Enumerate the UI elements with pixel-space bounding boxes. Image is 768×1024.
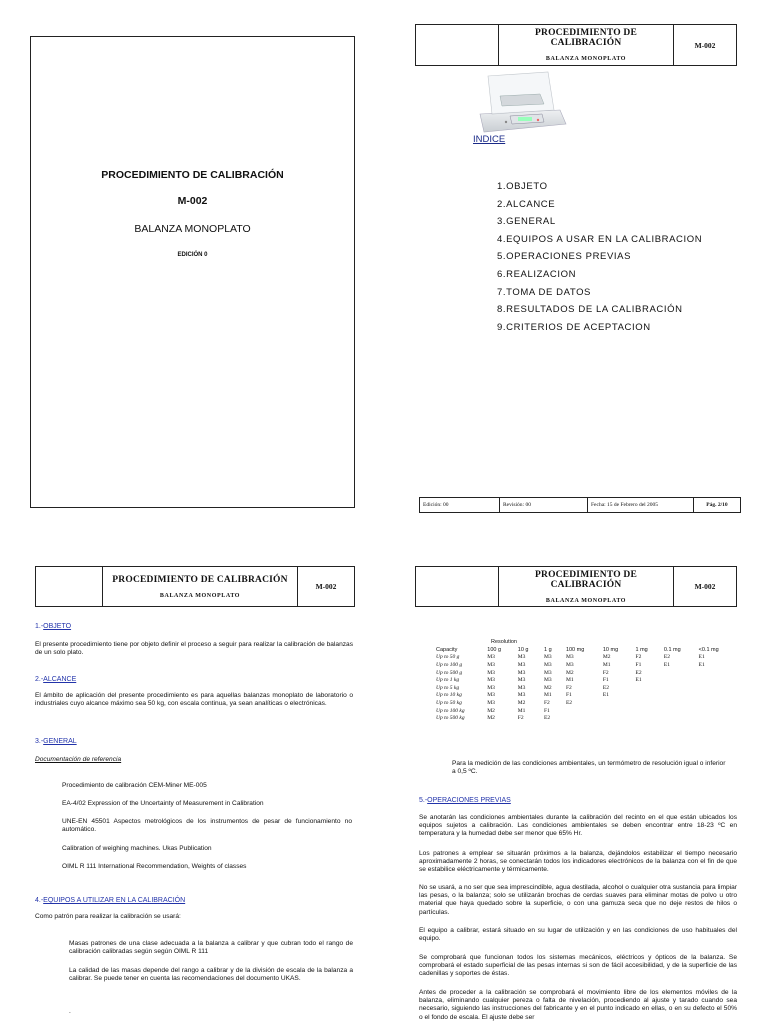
table-row	[432, 654, 734, 662]
index-item: 4.EQUIPOS A USAR EN LA CALIBRACION	[497, 234, 703, 245]
operaciones-paragraph: Se anotarán las condiciones ambientales durante la calibración del recinto en el que están ubicados los equipos sujetos a calibración. Las condiciones ambientales se deben encontrar entre 18-23 ºC en temperatura y la humedad debe ser menor que 65% Hr.	[419, 814, 737, 838]
table-cell: Up to 10 kg	[436, 692, 462, 699]
table-cell: Up to 100 kg	[436, 707, 465, 714]
table-header-cell: 1 mg	[635, 646, 648, 653]
index-item: 7.TOMA DE DATOS	[497, 287, 591, 298]
section-title: OPERACIONES PREVIAS	[427, 797, 511, 804]
table-cell: E1	[635, 677, 642, 684]
objeto-text: El presente procedimiento tiene por objeto definir el proceso a seguir para realizar la calibración de balanzas de un solo plato.	[35, 641, 353, 657]
table-cell: M3	[487, 654, 495, 661]
table-cell: M1	[517, 707, 526, 714]
table-cell: M2	[602, 654, 611, 661]
table-cell: Up to 500 kg	[436, 715, 465, 722]
table-cell: M3	[544, 661, 552, 668]
table-cell: Up to 500 g	[436, 669, 463, 676]
table-cell: M1	[565, 677, 574, 684]
table-cell	[695, 676, 734, 684]
table-cell	[660, 707, 695, 715]
operaciones-paragraph: No se usará, a no ser que sea imprescindible, agua destilada, alcohol o cualquier otra sustancia para limpiar las pesas, o la balanza; solo se utilizarán brochas de cerdas suaves para eliminar motas de polvo u otro material que haya quedado sobre la superficie, o con una gamuza seca que no deje restos de hilos o partículas.	[419, 884, 737, 916]
table-cell: Up to 5 kg	[436, 684, 460, 691]
table-header-cell: 1 g	[544, 646, 552, 653]
table-row	[432, 699, 734, 707]
table-cell: M3	[487, 661, 495, 668]
footer-fecha: Fecha: 15 de Febrero del 2005	[588, 498, 694, 513]
table-cell: E1	[698, 661, 705, 668]
table-cell: F2	[517, 715, 524, 722]
table-row	[432, 707, 734, 715]
table-cell	[660, 692, 695, 700]
index-item: 5.OPERACIONES PREVIAS	[497, 251, 632, 262]
table-cell: M3	[517, 692, 526, 699]
table-cell: F2	[602, 669, 609, 676]
table-cell: F2	[544, 699, 550, 706]
table-cell: M1	[544, 692, 552, 699]
table-cell: M1	[602, 661, 611, 668]
table-cell: F1	[602, 677, 609, 684]
table-cell: M3	[544, 677, 552, 684]
section-title: ALCANCE	[43, 676, 77, 683]
index-label: INDICE	[473, 134, 506, 145]
table-row	[432, 714, 734, 722]
equipos-paragraph: La calidad de las masas depende del rango a calibrar y de la división de escala de la balanza a calibrar. Se puede tener en cuenta las recomendaciones del documento UKAS.	[69, 967, 353, 983]
table-cell: F2	[565, 684, 572, 691]
table-cell: M3	[517, 677, 526, 684]
section-heading-general: 3.-GENERAL	[35, 738, 77, 745]
table-cell: M2	[544, 684, 552, 691]
header-code: M-002	[674, 567, 737, 607]
table-cell	[599, 707, 632, 715]
header-title: PROCEDIMIENTO DE CALIBRACIÓN	[535, 28, 637, 48]
table-row	[432, 676, 734, 684]
section-title: EQUIPOS A UTILIZAR EN LA CALIBRACIÓN	[43, 897, 186, 904]
equipos-paragraph: Masas patrones de una clase adecuada a la balanza a calibrar y que cubran todo el rango de calibración calibradas según según OIML R 111	[69, 940, 353, 956]
section-title: OBJETO	[43, 623, 72, 630]
table-header-cell: 100 g	[487, 646, 502, 653]
table-cell	[632, 684, 660, 692]
table-cell	[695, 669, 734, 677]
cover-title: PROCEDIMIENTO DE CALIBRACIÓN	[101, 169, 284, 181]
table-cell	[562, 707, 599, 715]
table-cell	[695, 714, 734, 722]
table-cell: M2	[565, 669, 574, 676]
header-code: M-002	[674, 25, 737, 66]
section-heading-operaciones: 5.-OPERACIONES PREVIAS	[419, 797, 511, 804]
page4-header	[415, 566, 737, 607]
doc-ref-heading: Documentación de referencia	[35, 756, 122, 763]
table-cell: M3	[517, 661, 526, 668]
table-row	[432, 684, 734, 692]
table-cell: E2	[602, 684, 609, 691]
table-cell: M3	[544, 669, 552, 676]
header-subtitle: BALANZA MONOPLATO	[545, 56, 627, 62]
section-title: GENERAL	[43, 738, 77, 745]
table-cell	[632, 699, 660, 707]
operaciones-paragraph: Los patrones a emplear se situarán próximos a la balanza, dejándolos estabilizar el tiempo necesario aproximadamente 2 horas, se conectarán todos los indicadores electrónicos de la balanza con el fin de que se estabilice eléctricamente y térmicamente.	[419, 850, 737, 874]
table-row	[432, 692, 734, 700]
index-item: 6.REALIZACION	[497, 269, 577, 280]
header-title: PROCEDIMIENTO DE CALIBRACIÓN	[112, 574, 288, 585]
table-cell	[695, 684, 734, 692]
table-cell	[660, 714, 695, 722]
footer-edicion: Edición: 00	[420, 498, 500, 513]
table-cell: M2	[487, 715, 495, 722]
section-heading-objeto: 1.-OBJETO	[35, 623, 72, 630]
table-cell: M3	[487, 684, 495, 691]
operaciones-paragraph: Antes de proceder a la calibración se comprobará el movimiento libre de los elementos móviles de la balanza, eliminando cualquier pereza o falta de nivelación, procediendo al ajuste y tarado cuando sea necesario, siguiendo las instrucciones del fabricante y en el punto indicado en ellas, o en su defecto el 50% o el fondo de escala. El ajuste debe ser	[419, 989, 737, 1021]
table-cell	[695, 699, 734, 707]
thermometer-text: Para la medición de las condiciones ambientales, un termómetro de resolución igual o inferior a 0,5 ºC.	[452, 760, 726, 776]
table-cell: E1	[698, 654, 705, 661]
table-cell	[632, 692, 660, 700]
index-item: 9.CRITERIOS DE ACEPTACION	[497, 322, 651, 333]
table-cell: Up to 50 kg	[436, 699, 462, 706]
reference-item: UNE-EN 45501 Aspectos metrológicos de los instrumentos de pesar de funcionamiento no automático.	[62, 818, 352, 834]
table-cell	[660, 669, 695, 677]
cover-page-frame	[30, 36, 355, 508]
table-cell: M3	[544, 654, 552, 661]
table-cell	[695, 692, 734, 700]
page2-header	[415, 24, 737, 66]
resolution-label: Resolution	[491, 639, 517, 645]
table-cell: M3	[565, 654, 574, 661]
alcance-text: El ámbito de aplicación del presente procedimiento es para aquellas balanzas monoplato de laboratorio o industriales cuyo alcance máximo sea 50 kg, con escala continua, ya sean analíticas o electrónicas.	[35, 692, 353, 708]
table-cell	[695, 707, 734, 715]
cover-edition: EDICIÓN 0	[177, 252, 208, 258]
table-cell: E2	[635, 669, 642, 676]
equipos-paragraph: .	[69, 1008, 71, 1015]
table-header-cell: 10 g	[517, 646, 529, 653]
header-subtitle: BALANZA MONOPLATO	[159, 592, 241, 599]
table-cell	[599, 714, 632, 722]
table-cell: F1	[544, 707, 550, 714]
table-header-cell: <0.1 mg	[698, 646, 719, 653]
table-cell: M3	[487, 669, 495, 676]
index-item: 2.ALCANCE	[497, 199, 556, 210]
page3-header	[35, 566, 355, 607]
header-title: PROCEDIMIENTO DE CALIBRACIÓN	[535, 569, 637, 590]
section-heading-alcance: 2.-ALCANCE	[35, 676, 77, 683]
table-cell	[660, 684, 695, 692]
table-cell	[632, 714, 660, 722]
header-subtitle: BALANZA MONOPLATO	[545, 597, 627, 604]
reference-item: EA-4/02 Expression of the Uncertainty of Measurement in Calibration	[62, 800, 264, 807]
table-row	[432, 669, 734, 677]
cover-subtitle: BALANZA MONOPLATO	[134, 223, 251, 235]
section-heading-equipos: 4.-EQUIPOS A UTILIZAR EN LA CALIBRACIÓN	[35, 897, 186, 904]
table-cell: M3	[517, 669, 526, 676]
table-cell: M2	[487, 707, 495, 714]
index-item: 3.GENERAL	[497, 216, 556, 227]
table-cell: Up to 1 kg	[436, 677, 460, 684]
table-cell: E1	[663, 661, 670, 668]
footer-revision: Revisión: 00	[500, 498, 588, 513]
table-cell: M3	[517, 684, 526, 691]
table-cell: F1	[635, 661, 642, 668]
table-cell: M3	[487, 699, 495, 706]
reference-item: Procedimiento de calibración CEM-Miner ME-005	[62, 782, 207, 789]
table-cell: M2	[517, 699, 526, 706]
table-header-cell: 0.1 mg	[663, 646, 681, 653]
page2-footer	[419, 497, 741, 513]
table-cell	[632, 707, 660, 715]
table-cell	[599, 699, 632, 707]
table-cell: E2	[663, 654, 670, 661]
balance-image	[470, 66, 570, 134]
table-cell: M3	[517, 654, 526, 661]
table-cell: Up to 100 g	[436, 661, 463, 668]
mass-class-table	[432, 646, 734, 722]
table-cell	[562, 714, 599, 722]
table-cell	[660, 699, 695, 707]
table-cell: E2	[544, 715, 551, 722]
table-cell: M3	[565, 661, 574, 668]
index-item: 8.RESULTADOS DE LA CALIBRACIÓN	[497, 304, 683, 315]
table-header-cell: 10 mg	[602, 646, 619, 653]
table-cell: F2	[635, 654, 642, 661]
table-cell	[660, 676, 695, 684]
table-header-cell: Capacity	[436, 646, 458, 653]
footer-pag: Pág. 2/10	[694, 498, 741, 513]
operaciones-paragraph: Se comprobará que funcionan todos los sistemas mecánicos, eléctricos y ópticos de la balanza. Se comprobará el estado superficial de las pesas internas si son de fácil accesibilidad, y de la superficie de las cadenillas y soportes de éstas.	[419, 954, 737, 978]
operaciones-paragraph: El equipo a calibrar, estará situado en su lugar de utilización y en las condiciones de uso habituales del equipo.	[419, 927, 737, 943]
reference-item: OIML R 111 International Recommendation, Weights of classes	[62, 863, 247, 870]
table-row	[432, 661, 734, 669]
reference-item: Calibration of weighing machines. Ukas Publication	[62, 845, 212, 852]
table-cell: E1	[602, 692, 609, 699]
table-cell: F1	[565, 692, 572, 699]
index-item: 1.OBJETO	[497, 181, 548, 192]
cover-code: M-002	[177, 195, 208, 207]
table-header-cell: 100 mg	[565, 646, 585, 653]
table-cell: Up to 50 g	[436, 654, 460, 661]
equipos-text: Como patrón para realizar la calibración se usará:	[35, 913, 181, 920]
table-cell: M3	[487, 677, 495, 684]
table-cell: E2	[565, 699, 573, 706]
table-cell: M3	[487, 692, 495, 699]
header-code: M-002	[298, 567, 355, 607]
